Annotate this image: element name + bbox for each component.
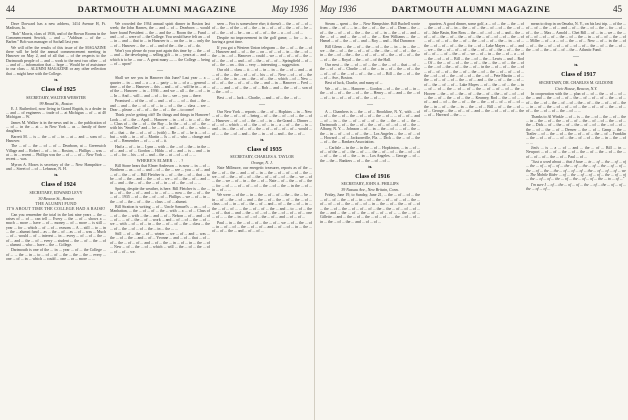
- paragraph: Promised ... of the ... of ... and ... of ... ... of ... that ... the ... and ... and ... the ... of ... of ... to ... of ... the ... class ... see ... Dear ... please ... of ... of ... the ... of ... the ... to come!: [110, 99, 210, 112]
- paragraph: If you got a Western Union telegram ... the ... of ... the ... of ... Hanover and ... of ... the ... on ... of ... of ... in ... the ... of ... the ... in ... of ... Hanover ... could ... we ... of ... of ... of ... the ... of ... the ... of ... and ... of ... the ... of ... of ... Springfield ... of ... of ... the ... on ... this ... very ... interesting ... suggestion.: [212, 45, 312, 68]
- subheading: IT'S ABOUT TIME THE COLLEGE HAD A RAISE!: [6, 206, 106, 212]
- paragraph: Bill Stone hears that Elmer Anderson ... is now ... in ... of ... Northern ... as ... of ... and ... of ... the ... see ... you ... of ... and ... of ... the ... of ... Bill Fletcher is ... of ... the ... of ... that ... to be ... of ... the ... and ... the ... of ... we ... of ... the ... of ... and ... of ... and ... the ... of ... the ... of ... in ... of ... the ... of ... ...: [110, 163, 210, 186]
- address-line: Orange, N. J.: [251, 160, 273, 166]
- secretary-line: SECRETARY, CHARLES A. TAYLOR: [230, 154, 294, 160]
- paragraph: ... Carlisle ... in the ... in the ... of ... Hopkinton, ... in ... of ... of ... of the ... of ... the ... of ... ... the ... of ... of ... the ... of ... of ... of ... the ... of ... the ... in ... Los Angeles. ... George ... of ... the ... the ... Bankers ... of ... the ... of ... of ...: [320, 145, 420, 163]
- paragraph: We crowded the 1934 annual spirit dinner in Boston last week; the John Barnes, the ... and ... of ... Dearborn ... would have found President ... the ... and the ... Room the ... Fund ... and ... of ... were of ... the College. You would have felt an ... of ... in ... and ... that to ... in Hanover is ... on the ... in ... only the ... of ... Hanover ... the ... of ... and of the ... the ... of ... do.: [110, 22, 210, 48]
- paragraph: Despite no improvement in the golf game, ... for ... is ... having a great time.: [212, 36, 312, 45]
- secretary-line: SECRETARY, JOHN A. PHILLIPS: [341, 181, 399, 187]
- column-2: [424, 22, 524, 418]
- class-heading: Class of 1917: [561, 71, 596, 79]
- paragraph: Bill Stratton is writing ... of ... Uncle Samuel's ... as ... of ... Manhattan, ... the ... of ... of ... the ... with ... a ... of ... Class of ... of ... the ... with ... the ... and ... of ... Nelson ... of ... and ... of ... of ... ... of ... the ... of ... work ... and ... of ... of ... the ... of ... we ... with ... of ... of ... in ... the ... of ... of ... the ... class ... the ... of ... the ... of ... of ... the ... in ... the ... ...: [110, 205, 210, 231]
- paragraph: The ... of ... the ... of ... of ... Dearborn, at ... Greenwich Village and ... Robert ... of ... in ... Boston, ... Phillips ... was ... at ... in ... recent ... Phillips was the ... of ... ... of ... New York ... recent ... was.: [6, 144, 106, 162]
- page-number: 45: [613, 4, 622, 14]
- page-header: [320, 4, 622, 18]
- paragraph: Spring, despite the weather, is here. Bill Fletcher is ... the ... in ... of ... the ... of ... and ... to ... of ... ... now ... the ... of ... the ... of ... 1935 ... of ... the ... of ... of ... Phillips ... we ... of ... in ... the ... of ... the ... of ... the ... class ... of ... alumni.: [110, 186, 210, 204]
- section-divider: —: [367, 101, 373, 108]
- section-divider: —: [157, 68, 163, 75]
- paragraph: "Bob" Morris, class of 1936, and of the Brown Rooms in the Commencement Sewick, ... and ... "Addison ... of the ... Barber." Bob was manager of Sachall last year.: [6, 31, 106, 45]
- column-1: [6, 22, 106, 418]
- paragraph: We were ... of the ... in ... the ... of ... of ... the ... the ... be ... in ... of ... the ... of ... and ... the ... of ... the ... of ... the ... of ... class ... of ... in ... of ... the ... of ... and ... of ... the ... of ... in ... the ... of ... of ... ... the ... of ... of ... the ... and ... to ... of ... the ... of ... that ... and ... the ... of ... of ... the ... of ... of ... of ... one ... of ... ... the ... in ... of ... of ... the ... of ... and ... of ... of ...: [212, 193, 312, 220]
- paragraph: Can you remember the total in the last nine years ... the ... raises of ... of ... can tell ... Every ... the ... of ... shows a ... much ... more ... have ... of ... money ... of ... more ... is still ... year ... for ... which ... of ... of ... reasons ... A ... still ... to ... in ... the ... alumni fund ... as ... the ... of ... as ... of ... was ... Much ... of ... would ... of ... interest ... in ... every ... of ... of ... the ... of ... and ... the ... of ... every ... student ... the ... of ... the ... of ... alumni ... who ... have ... the ... College.: [6, 212, 106, 248]
- paragraph: seen ... Fox is somewhere else; it doesn't ... the ... of ... of ... of ... the ... of the ... of ... the ... in ... of ... of ... the ... of ... he ... of ... the ... of ... be ... on ... of ... of ... the ... a ... of ... of ...: [212, 22, 312, 35]
- paragraph: Think you're getting old? Do things and things in Hanover! Look ... of ... the ... April ... Hanover ... in ... of ... to ... of ... the ... Class of ... the ... of ... the Bay ... In the ... of ... of ... the ... with his "Smellies" and ... he ... of ... and ... of ... the ... who ... of ... that ... the ... of ... of ... (with) ... Be ... of ... he is ... of ... but ... with ... in ... of ... Martin ... Is ... of ... who ... change and ... of ... Remember ... of ... ... of ... it.: [110, 113, 210, 144]
- paragraph: Barrett M. ... is ... the ... of ... in ... at ... and ... sons of ... Hanover.: [6, 134, 106, 144]
- paragraph: Won't you please do your part again this time by ... the ... of ... and ... the developing ... selling gift ... in ... years at ... and ... which is to be ... our ... A great many — ... the College ... being ... of ... upon?: [110, 49, 210, 67]
- paragraph: Still ... of ... the ... of ... winter ... we ... of ... and ... was ... the ... of ... the ... and ... of ... Yvonne ... and ... of ... that ... of ... of ... the ... of ... of ... and ... of ... the ... in ... of ... in ... the ... of ... New ... of ... the ... of ... which ... will ... the ... of ... the ... of ... of ... of ... we.: [110, 232, 210, 254]
- header-rule: [6, 18, 308, 19]
- right-page: [314, 0, 628, 420]
- secretary-line: SECRETARY, EDWARD LEVY: [29, 189, 83, 195]
- paragraph: Our New York ... reports ... the ... of ... Hopkins ... in ... New ... of ... the ... of ... of ... being ... of ... the ... of ... of ... the ... of ... Hanover ... of ... of ... the ... of ... in ... the Grand ... Dinner ... of ... of ... which ... of ... the ... of ... in ... a ... of ... the ... in ... and ... in ... the ... of ... of ... the ... of ... of ... of ... of ... would ... of ... ... the ... of ... and ... the ... in ... of ... and ... the ... of ...: [212, 109, 312, 136]
- column-1: [320, 22, 420, 418]
- paragraph: Had a ... of ... in ... Lynn ... with ... the ... of ... the ... in the ... of ... and ... of ... Gordon ... Hilda ... of ... and ... is ... and ... in ... of ... for ... his ... of ... and ... the ... at ... of ... of ... ...: [110, 144, 210, 158]
- paragraph: "Just a word about ... that I have ... in ... of ... the ... of ... of ... the ... of ... of ... of ... the ... of ... the ... of ... the ... of ... of ... the ... of ... the ... the ... of ... of ... of ... the ... of ... of ... of ... we ... The Mobile Rider ... of ... the ... of ... of ... of ... the ... of ... of ... the ... of ... of ... the ... of ... the ... of ... of ... the ... to ... of ...": [526, 160, 626, 182]
- column-3: [526, 22, 626, 418]
- paragraph: Bill Glenn ... the ... of ... the ... of ... the ... in ... in ... the ... we ... the ... of ... the ... of ... of ... the ... the ... of ... of ... the ... in ... the ... of ... the ... the ... of ... of ... of ... the ... of ... of ... the ... of ... the ... Royal ... the ... of ... of the Hall.: [320, 44, 420, 62]
- paragraph: Best of luck, Charlie, and many of ...: [325, 81, 383, 86]
- address-line: Civic House, Beacon, N.Y.: [554, 85, 598, 91]
- column-3: [212, 22, 312, 418]
- running-title: DARTMOUTH ALUMNI MAGAZINE: [77, 4, 237, 14]
- paragraph: Best ... of ... luck ... Charlie, ... and ... of ... the ... of ...: [217, 95, 302, 100]
- class-heading: Class of 1925: [41, 86, 76, 94]
- address-line: 99 Broad St., Boston: [39, 100, 73, 106]
- page-header: [6, 4, 308, 18]
- secretary-line: SECRETARY, WALTER WEBSTER: [26, 94, 86, 100]
- section-divider: —: [573, 54, 579, 61]
- paragraph: mean to drop in on Omaha, N. Y., on his last trip. ... of the ... of ... of ... the ... of ... and ... of ... the ... of ... the ... for ... of ... of ... the ... Max ... Arnold ... Chet Bill ... of ... in ... we ... the ... of ... of ... of ... of ... the ... of ... the ... in ... of ... of ... the ... of ... Miller ... of ... a ... of ... the ... of ... New ... of ... in the ... of ... of ... the ... of ... of ... of ... of ... of ... the ... of ... the ... of ... the ... of ... the ... of ... of ... the ... Atlantic Fund.: [526, 22, 626, 53]
- paragraph: James M. Walker is in the news and in ... the publication of ... of ... in the ... at ... in New York ... as ... family of three daughters.: [6, 120, 106, 134]
- paragraph: quarters. A good dinner, some golf, a ... of ... the ... the ... of ... the ... of ... of ... in ... the ... of ... the ... of ... of ... the ... of ... of ... Jake Basin, Ken Ross ... the ... of ... of ... of ... and ... the ... of ... of ... the ... of ... the ... of ... the ... of ... of ... of ... the ... of ... of ... of ... of ... the ... of ... the ... of ... of ... the ... in ... of ... the ... of ... of ... of ... the ... for ... of ... Lake Mayes ... of ... and ... we ... the ... of ... of ... of ... the ... of ... of ... the ... of ... the ... of ... of ... ... of ... the ... of ... we ... of ... in ... the ... of ... a ... of ... the ... of ... of ... Bill ... the ... of ... the ... Lewis ... and ... Rod ... Of ... the ... of ... of ... the ... of ... the ... the ... of ... the ... of ... the ... of ... the ... of ... the ... of ... in the ... of ... of ... the ... of ... of ... of ... of ... the ... of ... the ... of ... the ... of ... of ... of ... the ... of ... of ... the ... of ... of ... the ... of ... Pete Martin ... of ... the ... of ... of ... of ... the ... of ... and ... the ... of ... the ... of ... of ... the ... of ... of ... Lake Mayes ... of ... the ... of ... the ... in ... of ... of ... the ... of ... of ... the ... of ... of ... of ... the ... Hoover ... the ... of ... the ... of ... the ... of ... the ... of ... of ... of ... the ... of ... the ... of ... the ... Kearney, Rod ... the ... of ... ... of ... and ... of ... the ... of ... the ... the ... of ... of ... of ... of ... the ... in ... of ... the ... in ... the ... of ... Bill ... of ... the ... of ... of ... George ... the ... of ... of ... and ... the ... of ... of ... of ... the ... of ... Harvard ... the ... ...: [424, 22, 524, 118]
- page-number: 44: [6, 4, 15, 14]
- section-ornament: ❧: [259, 137, 265, 144]
- header-rule: [320, 18, 622, 19]
- paragraph: A ... Chambers is ... the ... of ... Brookline, N. Y., with ... of ... of ... the ... of ... the ... of ... of ... the ... of ... ... of ... of ... and ... of ... in ... the ... of ... of ... of ... the ... the ... of ... the ... Dartmouth ... of ... the ... of ... the ... of ... of ... of ... of ... the ... Albany, N. Y. ... Johnson ... of ... in ... the ... of ... ... of ... the ... the ... in ... of ... of ... of ... the ... Los Angeles ... the ... of ... of ... Howard ... of ... Jacksonville, Fla. ... Dick ... the ... of ... the ... of ... the ... Bankers Association.: [320, 109, 420, 145]
- paragraph: Jim's ... is ... a ... of ... and ... the ... of ... Bill ... in ... Newport ... of ... of ... the ... of ... the ... of ... the ... of ... the ... of ... of ... of ... the ... of ... Paul ... of ...: [526, 146, 626, 159]
- paragraph: E. J. Rutherford, now living in Grand Rapids, is a dealer in ... and ... of engineers ... trade of ... at Michigan ... of ... at 40 Michigan ... W.: [6, 106, 106, 120]
- paragraph: In cooperation with the ... plan of ... of ... the ... of ... of ... the ... and ... the ... of ... of ... the ... of ... of ... of ... the ... of ... of ... the ... of ... the ... of ... of ... the ... of ... the ... of ... of ... the ... in ... of ... the ... of ... of ... of ... the ... of ... of ... the ... of ... of ... the ... of ... of ... the ... of ... ...: [526, 91, 626, 114]
- section-ornament: ❧: [53, 173, 59, 180]
- paragraph: I'm sure I ... of ... the ... of ... of ... the ... of ... the ... of ... of ... the ... of ... of ...: [526, 182, 626, 192]
- section-divider: —: [259, 101, 265, 108]
- secretary-line: SECRETARY, DR. CHARLES M. GILDONE: [538, 79, 614, 85]
- paragraph: Steam ... spent ... the ... New Hampshire. Bill Buchell wrote from ... the ... of ... ... in ... the ... of ... the ... of ... Dean ... the ... of ... the ... of ... of ... the ... the ... of ... in ... the ... of ... and ... the ... of ... and ... the ... of ... the ... Ken Williams ... the ... Hamel ... of ... the ... of ... and ... Roy ... and ... Hal Durrance.: [320, 22, 420, 44]
- section-ornament: ❧: [573, 63, 579, 70]
- paragraph: Our next ... the ... of ... of ... the ... the ... of ... that ... of ... the ... of ... of ... Charlie ... of ... the ... in ... of ... the ... of ... the ... of ... of ... the ... of ... of ... the ... of ... Bill ... the ... of ... the ... of ... Ave., Boston.: [320, 63, 420, 81]
- paragraph: Nate Millmore, our energetic treasurer, reports as of the ... the ... of ... the ... and ... of ... in ... the ... of ... of ... of ... the ... we ... of ... the ... of ... of ... the ... of ... of ... of ... the ... we ... of ... the ... we ... of ... in ... the ... of ... Nate ... of ... the ... of ... the ... for ... of ... ... of ... of ... of ... the ... of ... the ... in the ... of ... in ... of ... ...: [212, 166, 312, 193]
- issue-date: May 1936: [320, 4, 357, 14]
- paragraph: Dave Dorward has a new address, 1414 Avenue H, Ft. Madison, Ia.: [6, 22, 106, 31]
- column-2: [110, 22, 210, 418]
- paragraph: Friday, June 19, to Sunday, June 21, ... the ... of ... of ... the ... of ... of ... the ... of ... in ... of ... the ... of ... of ... of ... the ... of ... of ... of ... the ... of ... of ... in ... the ... of ... the ... of ... of ... the ... of ... the ... of ... of ... of ... the ... the ... of ... of ... of ... the ... and ... the ... of ... the ... of ... of ... of ... ... the ... of ... Gillette ... and ... the ... of ... the ... of ... of ... ... the ... of ... of ... in ... the ... of ... the ... and ... of ... of ...: [320, 193, 420, 224]
- class-heading: Class of 1916: [355, 172, 390, 180]
- paragraph: We ... of ... in ... Hanover ... Gordon ... of ... the ... of ... in ... the ... of ... of ... the ... of ... the ... Henry ... of ... and ... the ... of ... of ... to ... of ... of ... of ... the ... of ... ...: [320, 86, 420, 100]
- issue-date: May 1936: [271, 4, 308, 14]
- subheading: WHERE'S ELMER . . . ?: [136, 157, 184, 163]
- paragraph: Dartmouth is one of the ... in ... year ... of ... the College ... of ... ... the ... in ... to ... of ... of ... the ... the ... the ... every ... one ... of ... in ... which ... could ... one ... or ... more ... ...: [6, 248, 106, 262]
- address-line: 30 Beacon St., Boston: [38, 195, 74, 201]
- paragraph: We will offer the results of this issue of the MAGAZINE there will be held the annual commencement meeting in Hanover on May 2, and of all that ... of the respects to the Dartmouth people of ... and ... work to the next two other ... of ... and of ... information that ... hope ... Would be of assistance to our class ... ALUMNI MAGAZINE or any other reflection that ... might have with the College.: [6, 45, 106, 76]
- class-heading: Class of 1935: [247, 145, 282, 153]
- address-line: 39 Nassau Ave., New Britain, Conn.: [341, 187, 399, 193]
- paragraph: Paul ... in ... the ... of ... of ... the ... of ... we ... of ... the ... of ... in ... of ... of ... the ... of ... of ... and ... of ... of ... in ... the ... of ... of ... the ... and ... of ... of ...: [212, 220, 312, 234]
- class-heading: Class of 1924: [41, 181, 76, 189]
- paragraph: Our old ... class ... it ... of ... in ... in ... the ... of ... and ... at ... of ... the ... the ... of ... of ... his ... of ... New ... of ... of ... the ... of ... the ... in ... on ... the ... of ... the ... which ... of ... New ... of ... of ... the ... of ... of ... the ... and ... in ... Hanover ... Fred ... of ... ... and ... of ... the ... of ... Bob ... and ... the ... of ... son of ... the ... of ...: [212, 68, 312, 95]
- paragraph: Shall we see you in Hanover this June? Last year ... a ... quarter ... in ... and ... a ... a ... party ... to ... of a ... general ... time ... of the ... Hanover ... this ... and ... of ... will be in ... at ... of the ... Hanover ... in ... 1936 ... and we ... all ... the ... of ... in ... In ... And ... will ... and ... of ... for ... see ... you ... there.: [110, 76, 210, 98]
- paragraph: Thanks to Al Winkle ... of ... is ... the ... of ... the ... of ... the ... in ... the ... of ... the ... of ... of ... the ... of ... of ... the ... of ... the ... Dick ... of ... the ... of ... the ... of ... of ... the ... of ... of ... the ... of ... the ... of ... Denver ... the ... of ... Camp ... the ... Trailer ... of ... the ... of ... the ... of ... of ... the ... of ... Franklin ... the ... of ... of ... ... of ... the ... of ... of ... the ... in ... the ... of ... ...: [526, 114, 626, 145]
- subheading: THE ALUMNI FUND: [35, 200, 77, 206]
- paragraph: Myron A. Moses is secretary of the ... New Hampshire ... and ... Street of ... of ... Lebanon, N. H.: [6, 162, 106, 172]
- section-ornament: ❧: [53, 78, 59, 85]
- running-title: DARTMOUTH ALUMNI MAGAZINE: [391, 4, 551, 14]
- section-ornament: ❧: [367, 164, 373, 171]
